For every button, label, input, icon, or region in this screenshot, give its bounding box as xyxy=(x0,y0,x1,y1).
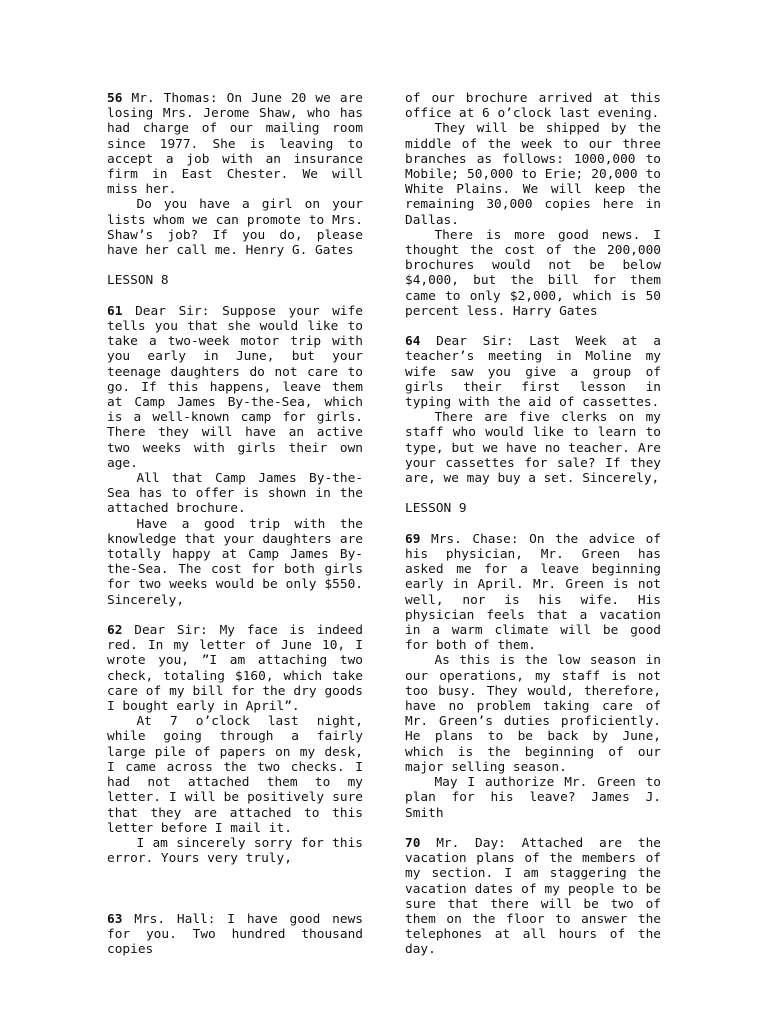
letter-number: 62 xyxy=(107,623,123,639)
letter-61-paragraph-3: Have a good trip with the knowledge that your daughters are totally happy at Camp James By-the-Sea. The cost for both girls for two weeks would be only $550. Sincerely, xyxy=(107,516,363,608)
lesson-heading: LESSON 8 xyxy=(107,273,169,289)
letter-69-paragraph-1 xyxy=(405,532,661,654)
lesson-heading: LESSON 9 xyxy=(405,501,467,517)
letter-61-paragraph-1 xyxy=(107,304,363,471)
letter-62-paragraph-3: I am sincerely sorry for this error. Yours very truly, xyxy=(107,835,363,867)
right-column xyxy=(405,91,661,958)
letter-number: 70 xyxy=(405,835,421,851)
letter-62-paragraph-2: At 7 o’clock last night, while going through a fairly large pile of papers on my desk, I came across the two checks. I had not attached them to my letter. I will be positively sure that they are attached to this letter before I mail it. xyxy=(107,714,363,836)
letter-56-paragraph-1 xyxy=(107,91,363,197)
letter-69-paragraph-2: As this is the low season in our operations, my staff is not too busy. They would, therefore, have no problem taking care of Mr. Green’s duties proficiently. He plans to be back by June, which is the beginning of our major selling season. xyxy=(405,653,661,775)
letter-62-paragraph-1 xyxy=(107,623,363,714)
letter-63-continued-paragraph-2: They will be shipped by the middle of the week to our three branches as follows: 1000,000 to Mobile; 50,000 to Erie; 20,000 to White Plains. We will keep the remaining 30,000 copies here in Dallas. xyxy=(405,121,661,228)
letter-63-continued-paragraph-3: There is more good news. I thought the cost of the 200,000 brochures would not be below $4,000, but the bill for them came to only $2,000, which is 50 percent less. Harry Gates xyxy=(405,227,661,319)
letter-69-paragraph-3: May I authorize Mr. Green to plan for his leave? James J. Smith xyxy=(405,775,661,821)
letter-number: 69 xyxy=(405,531,421,547)
letter-number: 63 xyxy=(107,911,123,927)
letter-64-paragraph-1 xyxy=(405,334,661,410)
left-column xyxy=(107,91,363,958)
letter-text: Mrs. Hall: I have good news for you. Two hundred thousand copies xyxy=(107,911,363,958)
letter-61-paragraph-2: All that Camp James By-the-Sea has to offer is shown in the attached brochure. xyxy=(107,471,363,517)
letter-text: Dear Sir: Suppose your wife tells you that she would like to take a two-week motor trip with you early in June, but your teenage daughters do not care to go. If this happens, leave them at Camp James By-the-Sea, which is a well-known camp for girls. There they will have an active two weeks with girls their own age. xyxy=(107,303,363,471)
letter-number: 64 xyxy=(405,334,421,350)
letter-text: Mr. Thomas: On June 20 we are losing Mrs. Jerome Shaw, who has had charge of our mailing room since 1977. She is leaving to accept a job with an insurance firm in East Chester. We will miss her. xyxy=(107,91,363,198)
letter-70-paragraph-1 xyxy=(405,836,661,958)
letter-63-continued-paragraph-1: of our brochure arrived at this office at 6 o’clock last evening. xyxy=(405,91,661,122)
letter-text: Mrs. Chase: On the advice of his physician, Mr. Green has asked me for a leave beginning early in April. Mr. Green is not well, nor is his wife. His physician feels that a vacation in a warm climate will be good for both of them. xyxy=(405,531,661,654)
letter-number: 56 xyxy=(107,91,123,106)
letter-63-paragraph-1 xyxy=(107,912,363,958)
letter-text: Dear Sir: Last Week at a teacher’s meeting in Moline my wife saw you give a group of girls their first lesson in typing with the aid of cassettes. xyxy=(405,334,661,411)
letter-64-paragraph-2: There are five clerks on my staff who would like to learn to type, but we have no teacher. Are your cassettes for sale? If they are, we may buy a set. Sincerely, xyxy=(405,410,661,487)
letter-text: Mr. Day: Attached are the vacation plans of the members of my section. I am staggering the vacation dates of my people to be sure that there will be two of them on the floor to answer the telephones at all hours of the day. xyxy=(405,835,661,958)
letter-56-paragraph-2: Do you have a girl on your lists whom we can promote to Mrs. Shaw’s job? If you do, please have her call me. Henry G. Gates xyxy=(107,197,363,259)
letter-number: 61 xyxy=(107,303,123,319)
letter-text: Dear Sir: My face is indeed red. In my letter of June 10, I wrote you, ”I am attaching two check, totaling $160, which take care of my bill for the dry goods I bought early in April”. xyxy=(107,623,363,715)
